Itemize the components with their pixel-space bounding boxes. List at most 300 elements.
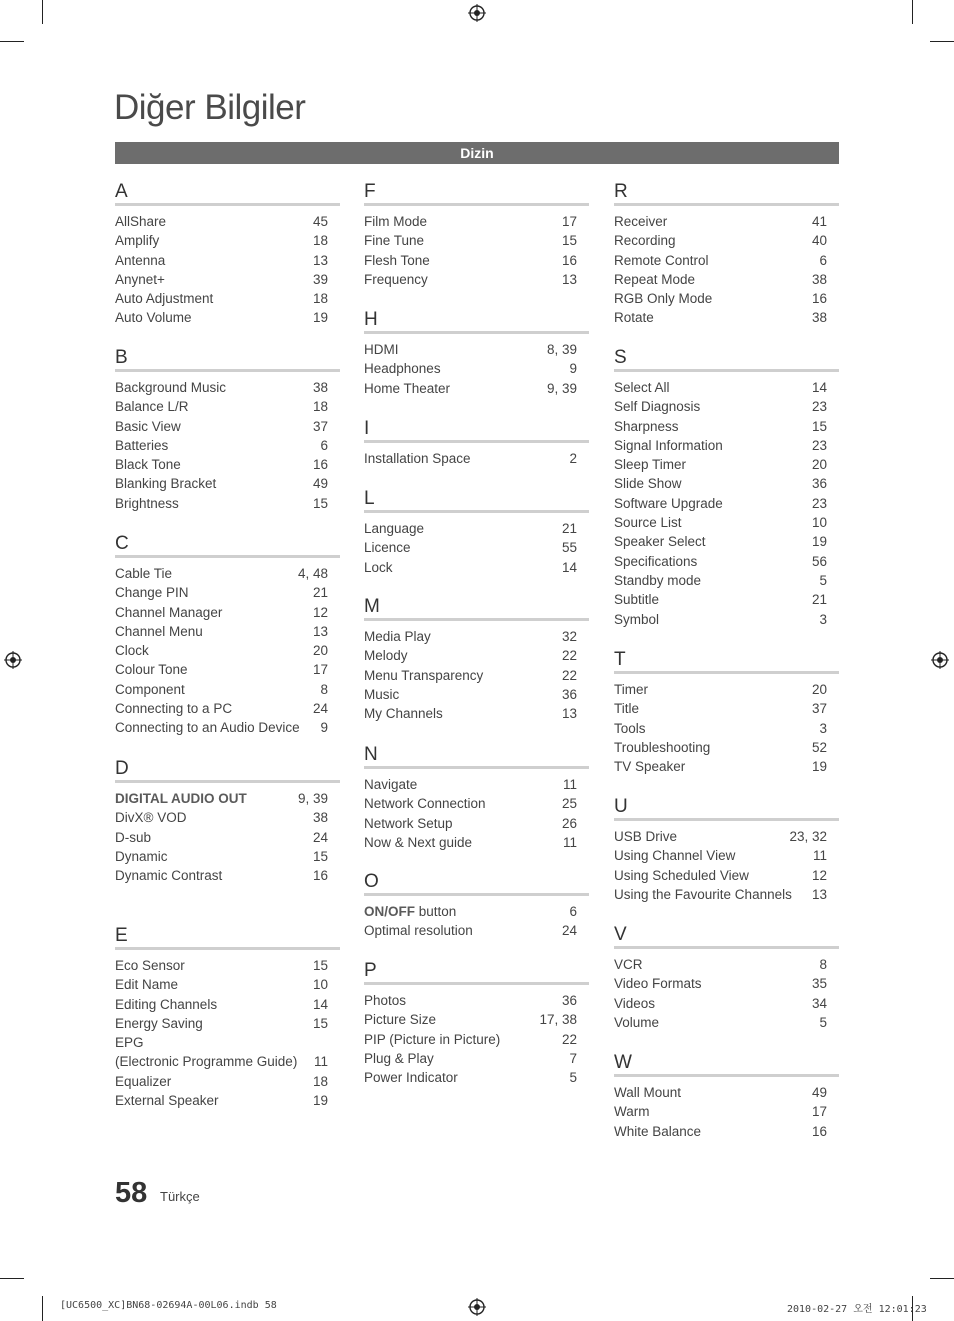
- index-entry: [115, 308, 340, 327]
- index-entry-term: Equalizer: [115, 1073, 172, 1089]
- index-entry-term: Auto Adjustment: [115, 291, 214, 307]
- index-group-r: [614, 180, 839, 328]
- index-entry-page: 23: [811, 437, 827, 453]
- index-entry: [115, 660, 340, 679]
- index-entry-page: 23: [811, 399, 827, 415]
- index-entry: [364, 1030, 589, 1049]
- index-entry-term: Video Formats: [614, 976, 702, 992]
- index-entry-term: Frequency: [364, 271, 428, 287]
- index-entry: [115, 583, 340, 602]
- index-entry-page: 15: [312, 495, 328, 511]
- index-entry: [614, 270, 839, 289]
- index-entry-page: 55: [561, 540, 577, 556]
- index-entry-term: Volume: [614, 1014, 660, 1030]
- index-entry-term: HDMI: [364, 342, 399, 357]
- index-entry: [115, 455, 340, 474]
- index-entry-term: Self Diagnosis: [614, 399, 701, 415]
- page-title: Diğer Bilgiler: [114, 88, 306, 127]
- index-entry: [115, 417, 340, 436]
- letter-divider: [364, 893, 589, 896]
- index-entry-term: Colour Tone: [115, 662, 188, 678]
- index-entry-page: 21: [312, 585, 328, 601]
- index-entry: [614, 827, 839, 846]
- index-group-h: [364, 308, 589, 398]
- index-entry-page: 36: [561, 993, 577, 1008]
- index-entry: [614, 974, 839, 993]
- index-entry: [614, 552, 839, 571]
- index-entry-page: 7: [569, 1050, 577, 1066]
- index-entry-term: DIGITAL AUDIO OUT: [115, 791, 247, 806]
- index-entry-term: Fine Tune: [364, 233, 425, 249]
- index-entry: [115, 699, 340, 718]
- print-file-info: [UC6500_XC]BN68-02694A-00L06.indb 58: [60, 1300, 277, 1311]
- letter-divider: [115, 555, 340, 558]
- index-entry-page: 21: [811, 592, 827, 608]
- index-entry-term: Subtitle: [614, 592, 660, 608]
- index-entry: [115, 397, 340, 416]
- index-group-m: [364, 595, 589, 723]
- index-entry: [364, 1049, 589, 1068]
- index-entry: [614, 719, 839, 738]
- index-entry: [614, 994, 839, 1013]
- index-entry-page: 24: [312, 829, 328, 845]
- index-letter: T: [614, 649, 626, 670]
- index-entry-page: 25: [561, 796, 577, 812]
- index-entry: [614, 308, 839, 327]
- index-entry-page: 24: [561, 923, 577, 939]
- index-entry: [115, 212, 340, 231]
- index-entry-term: Rotate: [614, 310, 654, 326]
- index-entry: [115, 603, 340, 622]
- index-entry-page: 11: [313, 1054, 328, 1070]
- index-entry-page: 4, 48: [297, 566, 328, 581]
- index-entry-term: Change PIN: [115, 585, 189, 601]
- index-group-e: [115, 924, 340, 1110]
- index-entry: [115, 231, 340, 250]
- letter-divider: [115, 780, 340, 783]
- index-entry: [614, 699, 839, 718]
- index-letter: H: [364, 309, 378, 330]
- index-entry-page: 21: [561, 521, 577, 536]
- crop-mark: [42, 1296, 43, 1321]
- letter-divider: [614, 946, 839, 949]
- index-entry-term: RGB Only Mode: [614, 291, 713, 307]
- index-entry: [364, 794, 589, 813]
- index-entry: [614, 590, 839, 609]
- letter-divider: [364, 766, 589, 769]
- index-entry-page: 32: [561, 629, 577, 644]
- index-entry-term: Software Upgrade: [614, 495, 723, 511]
- index-letter: S: [614, 347, 627, 368]
- index-entry: [115, 564, 340, 583]
- index-entry: [364, 666, 589, 685]
- index-entry: [115, 378, 340, 397]
- index-group-c: [115, 532, 340, 738]
- index-entry: [614, 231, 839, 250]
- index-entry-page: 23, 32: [789, 829, 827, 844]
- index-entry-page: 40: [811, 233, 827, 249]
- index-group-l: [364, 487, 589, 577]
- index-entry-term: Slide Show: [614, 476, 682, 492]
- index-entry-page: 8: [320, 681, 328, 697]
- index-entry-term: Background Music: [115, 380, 227, 395]
- index-entry-term: Tools: [614, 720, 646, 736]
- index-entry: [614, 378, 839, 397]
- index-entry-page: 49: [312, 476, 328, 492]
- index-entry: [364, 1068, 589, 1087]
- index-entry: [115, 847, 340, 866]
- letter-divider: [614, 1074, 839, 1077]
- index-entry-page: 22: [561, 648, 577, 664]
- index-entry-term: Network Connection: [364, 796, 486, 812]
- index-entry: [364, 340, 589, 359]
- index-group-t: [614, 648, 839, 776]
- index-entry: [115, 641, 340, 660]
- index-entry-term: Videos: [614, 995, 656, 1011]
- index-entry-page: 18: [312, 1073, 328, 1089]
- index-entry: [364, 270, 589, 289]
- letter-divider: [115, 203, 340, 206]
- index-entry-page: 13: [312, 623, 328, 639]
- index-entry-term: Symbol: [614, 611, 660, 627]
- index-entry-term: Dynamic Contrast: [115, 868, 223, 884]
- index-entry-term: Select All: [614, 380, 670, 395]
- index-group-v: [614, 923, 839, 1032]
- index-entry: [614, 474, 839, 493]
- index-entry-term: Balance L/R: [115, 399, 189, 415]
- index-entry: [115, 622, 340, 641]
- index-entry-page: 26: [561, 815, 577, 831]
- index-entry-page: 23: [811, 495, 827, 511]
- index-entry-page: 13: [561, 271, 577, 287]
- index-entry-term: Editing Channels: [115, 996, 218, 1012]
- crop-mark: [912, 0, 913, 24]
- index-entry-page: 9: [569, 361, 577, 377]
- index-entry-term: Now & Next guide: [364, 834, 473, 850]
- index-entry-term: Channel Menu: [115, 623, 203, 639]
- index-letter: N: [364, 744, 378, 765]
- index-entry-term: Timer: [614, 682, 648, 697]
- index-entry-term: Speaker Select: [614, 534, 706, 550]
- index-group-p: [364, 959, 589, 1087]
- index-entry-page: 56: [811, 553, 827, 569]
- index-entry-page: 22: [561, 1031, 577, 1047]
- index-entry-term: Film Mode: [364, 214, 428, 229]
- index-entry: [364, 251, 589, 270]
- letter-divider: [364, 440, 589, 443]
- index-entry: [364, 538, 589, 557]
- letter-divider: [614, 818, 839, 821]
- letter-divider: [364, 331, 589, 334]
- index-entry-term: Blanking Bracket: [115, 476, 217, 492]
- index-letter: O: [364, 871, 379, 892]
- index-entry-page: 36: [811, 476, 827, 492]
- print-date-info: 2010-02-27 오전 12:01:23: [787, 1304, 927, 1315]
- index-entry: [115, 789, 340, 808]
- index-entry-page: 20: [811, 457, 827, 473]
- index-entry-term: Black Tone: [115, 457, 181, 473]
- index-group-o: [364, 870, 589, 941]
- index-entry-term: Sharpness: [614, 418, 679, 434]
- index-entry-page: 22: [561, 667, 577, 683]
- index-entry-term: Brightness: [115, 495, 179, 511]
- index-entry: [364, 704, 589, 723]
- index-entry-term: Basic View: [115, 418, 181, 434]
- index-entry: [614, 251, 839, 270]
- index-entry-term: Recording: [614, 233, 676, 249]
- index-entry-page: 14: [312, 996, 328, 1012]
- index-entry: [115, 1033, 340, 1052]
- index-entry-term: Cable Tie: [115, 566, 173, 581]
- index-entry-term: Using the Favourite Channels: [614, 886, 792, 902]
- index-letter: E: [115, 925, 128, 946]
- index-letter: M: [364, 596, 380, 617]
- index-entry-term: Energy Saving: [115, 1015, 203, 1031]
- index-group-s: [614, 346, 839, 629]
- index-entry: [614, 955, 839, 974]
- index-entry-term: Component: [115, 681, 185, 697]
- letter-divider: [614, 203, 839, 206]
- index-entry-term: EPG: [115, 1035, 144, 1051]
- index-entry: [614, 846, 839, 865]
- index-entry-page: 17: [561, 214, 577, 229]
- index-entry-term: Music: [364, 686, 400, 702]
- index-entry-page: 18: [312, 233, 328, 249]
- index-entry-term: Installation Space: [364, 451, 471, 466]
- index-entry: [614, 494, 839, 513]
- index-entry-page: 5: [819, 572, 827, 588]
- index-entry: [115, 494, 340, 513]
- index-entry-term: TV Speaker: [614, 759, 686, 775]
- index-entry: [614, 1013, 839, 1032]
- index-entry: [115, 866, 340, 885]
- index-entry-page: 3: [819, 720, 827, 736]
- index-group-w: [614, 1051, 839, 1141]
- index-entry: [364, 902, 589, 921]
- index-entry: [614, 680, 839, 699]
- index-entry-page: 38: [811, 310, 827, 326]
- index-entry-term: Repeat Mode: [614, 271, 696, 287]
- index-entry-page: 16: [561, 252, 577, 268]
- index-entry-page: 12: [312, 604, 328, 620]
- index-letter: B: [115, 347, 128, 368]
- index-letter: V: [614, 924, 627, 945]
- index-entry-page: 17, 38: [539, 1012, 577, 1028]
- crop-mark: [0, 1278, 24, 1279]
- letter-divider: [364, 203, 589, 206]
- index-letter: U: [614, 796, 628, 817]
- index-group-a: [115, 180, 340, 328]
- index-entry-term: Lock: [364, 559, 393, 575]
- index-entry-page: 5: [819, 1014, 827, 1030]
- index-entry-page: 41: [811, 214, 827, 229]
- index-entry: [614, 532, 839, 551]
- index-entry: [115, 1014, 340, 1033]
- index-entry-term: Remote Control: [614, 252, 709, 268]
- index-entry-page: 6: [320, 437, 328, 453]
- index-entry-term: Optimal resolution: [364, 923, 473, 939]
- index-letter: L: [364, 488, 375, 509]
- index-group-i: [364, 417, 589, 468]
- index-entry-page: 17: [312, 662, 328, 678]
- index-entry: [115, 680, 340, 699]
- index-entry-page: 10: [811, 515, 827, 531]
- index-entry-page: 9, 39: [297, 791, 328, 806]
- index-entry-term: Warm: [614, 1104, 650, 1120]
- index-entry-page: 12: [811, 867, 827, 883]
- index-entry-term: Media Play: [364, 629, 431, 644]
- index-entry-term: Network Setup: [364, 815, 453, 831]
- registration-mark-icon: [468, 1298, 486, 1316]
- index-entry: [364, 231, 589, 250]
- page-number: 58: [115, 1177, 148, 1209]
- crop-mark: [930, 41, 954, 42]
- section-title: Dizin: [115, 142, 839, 164]
- index-letter: A: [115, 181, 128, 202]
- index-letter: I: [364, 418, 370, 439]
- index-entry-page: 15: [312, 848, 328, 864]
- letter-divider: [614, 671, 839, 674]
- index-entry-page: 16: [312, 868, 328, 884]
- index-entry-page: 8: [819, 957, 827, 972]
- index-entry: [364, 558, 589, 577]
- index-entry-term: Menu Transparency: [364, 667, 484, 683]
- index-entry: [115, 270, 340, 289]
- index-entry-page: 38: [811, 271, 827, 287]
- index-entry-term: External Speaker: [115, 1093, 219, 1109]
- index-entry-term: Flesh Tone: [364, 252, 430, 268]
- index-entry-page: 19: [312, 310, 328, 326]
- index-entry-page: 6: [819, 252, 827, 268]
- letter-divider: [115, 369, 340, 372]
- index-entry-page: 2: [569, 451, 577, 466]
- index-entry-page: 13: [561, 706, 577, 722]
- index-entry-term: Licence: [364, 540, 411, 556]
- index-entry-term: Melody: [364, 648, 408, 664]
- index-entry-page: 16: [312, 457, 328, 473]
- index-entry-term: Navigate: [364, 777, 418, 792]
- index-entry-page: 45: [312, 214, 328, 229]
- index-entry-page: 37: [312, 418, 328, 434]
- index-entry-term: Eco Sensor: [115, 958, 185, 973]
- index-letter: D: [115, 758, 129, 779]
- index-entry-term: D-sub: [115, 829, 152, 845]
- index-entry: [614, 610, 839, 629]
- index-entry: [364, 379, 589, 398]
- index-entry: [614, 513, 839, 532]
- index-entry: [115, 289, 340, 308]
- index-entry-page: 13: [811, 886, 827, 902]
- index-entry: [614, 212, 839, 231]
- index-entry-page: 36: [561, 686, 577, 702]
- letter-divider: [364, 618, 589, 621]
- index-entry: [115, 474, 340, 493]
- index-entry-term: VCR: [614, 957, 643, 972]
- index-entry-page: 10: [312, 977, 328, 993]
- index-entry-term: Language: [364, 521, 425, 536]
- index-entry: [115, 718, 340, 737]
- index-entry: [115, 828, 340, 847]
- index-entry-page: 18: [312, 399, 328, 415]
- index-entry-term: Connecting to a PC: [115, 701, 233, 717]
- index-entry-page: 11: [562, 834, 577, 850]
- index-entry-term: Using Scheduled View: [614, 867, 749, 883]
- index-entry-term: USB Drive: [614, 829, 678, 844]
- index-entry-page: 8, 39: [546, 342, 577, 357]
- index-entry: [614, 1102, 839, 1121]
- index-letter: P: [364, 960, 377, 981]
- index-entry-term: Connecting to an Audio Device: [115, 720, 300, 736]
- index-entry-page: 14: [811, 380, 827, 395]
- index-entry: [115, 1072, 340, 1091]
- index-entry-page: 49: [811, 1085, 827, 1100]
- index-entry-term: Sleep Timer: [614, 457, 687, 473]
- index-entry: [364, 991, 589, 1010]
- crop-mark: [0, 41, 24, 42]
- index-entry: [614, 417, 839, 436]
- index-group-d: [115, 757, 340, 885]
- index-letter: W: [614, 1052, 632, 1073]
- index-entry-term: DivX® VOD: [115, 810, 187, 826]
- page-language: Türkçe: [160, 1189, 200, 1204]
- index-entry: [614, 289, 839, 308]
- index-entry: [614, 866, 839, 885]
- index-entry-term: White Balance: [614, 1123, 702, 1139]
- index-entry: [115, 1052, 340, 1071]
- index-entry-page: 39: [312, 271, 328, 287]
- index-entry: [364, 814, 589, 833]
- index-entry-page: 15: [811, 418, 827, 434]
- index-letter: R: [614, 181, 628, 202]
- index-entry: [614, 571, 839, 590]
- index-entry: [115, 975, 340, 994]
- index-entry-page: 11: [812, 848, 827, 864]
- index-entry-page: 20: [312, 643, 328, 659]
- index-entry: [614, 738, 839, 757]
- index-entry-term: Receiver: [614, 214, 668, 229]
- index-entry: [364, 775, 589, 794]
- index-entry: [364, 449, 589, 468]
- index-entry-term: PIP (Picture in Picture): [364, 1031, 501, 1047]
- index-entry: [614, 1083, 839, 1102]
- index-entry-page: 35: [811, 976, 827, 992]
- index-entry-page: 9: [320, 720, 328, 736]
- index-entry-page: 6: [569, 904, 577, 919]
- index-entry: [614, 757, 839, 776]
- index-letter: F: [364, 181, 376, 202]
- index-entry-page: 20: [811, 682, 827, 697]
- index-entry-page: 15: [312, 1015, 328, 1031]
- index-entry: [115, 436, 340, 455]
- index-entry-term: Signal Information: [614, 437, 723, 453]
- index-entry-term: ON/OFF button: [364, 904, 457, 919]
- index-entry-page: 34: [811, 995, 827, 1011]
- index-entry-page: 38: [312, 380, 328, 395]
- index-entry-term: Title: [614, 701, 640, 717]
- index-entry: [364, 519, 589, 538]
- index-entry-term: Batteries: [115, 437, 169, 453]
- index-entry: [115, 808, 340, 827]
- index-entry: [364, 833, 589, 852]
- index-entry-page: 52: [811, 739, 827, 755]
- registration-mark-icon: [931, 651, 949, 669]
- index-entry-page: 5: [569, 1070, 577, 1086]
- letter-divider: [364, 510, 589, 513]
- index-group-u: [614, 795, 839, 904]
- index-entry-term: Clock: [115, 643, 149, 659]
- index-entry-page: 19: [811, 759, 827, 775]
- index-entry-term: Picture Size: [364, 1012, 437, 1028]
